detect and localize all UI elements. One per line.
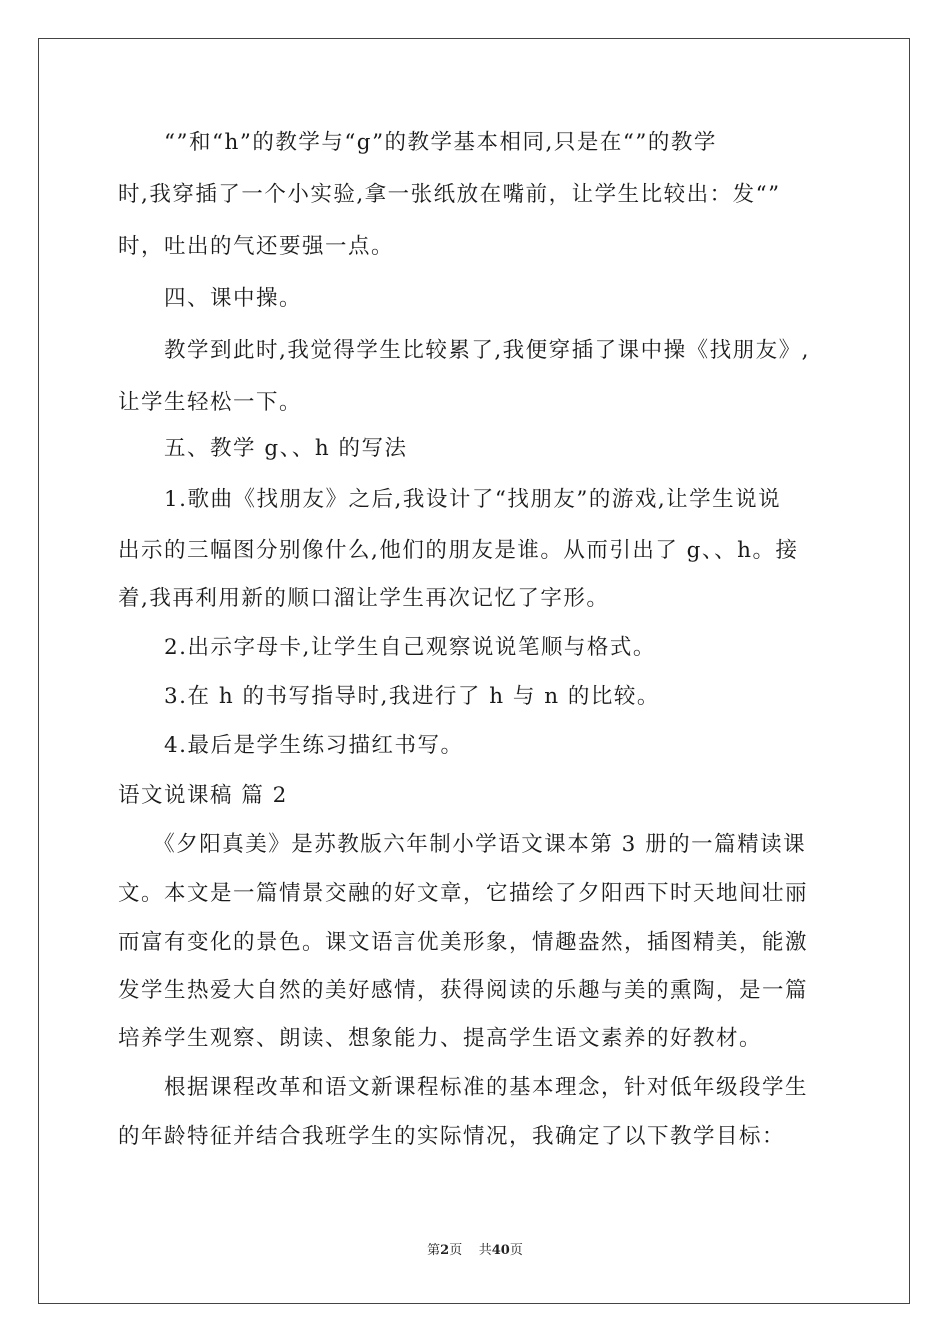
- text-line: 的年龄特征并结合我班学生的实际情况，我确定了以下教学目标：: [118, 1124, 786, 1149]
- text-line: 2.出示字母卡,让学生自己观察说说笔顺与格式。: [118, 635, 656, 660]
- text-line: 培养学生观察、朗读、想象能力、提高学生语文素养的好教材。: [118, 1026, 763, 1051]
- total-pages: 40: [491, 1243, 510, 1258]
- text-line: “”和“h”的教学与“g”的教学基本相同,只是在“”的教学: [118, 130, 717, 155]
- text-line: 根据课程改革和语文新课程标准的基本理念，针对低年级段学生: [118, 1075, 809, 1100]
- text-line: 时,我穿插了一个小实验,拿一张纸放在嘴前，让学生比较出：发“”: [118, 182, 781, 207]
- total-prefix: 共: [478, 1243, 492, 1258]
- text-line: 教学到此时,我觉得学生比较累了,我便穿插了课中操《找朋友》,: [118, 338, 811, 363]
- text-line: 发学生热爱大自然的美好感情，获得阅读的乐趣与美的熏陶，是一篇: [118, 978, 809, 1003]
- page-suffix: 页: [449, 1243, 463, 1258]
- text-line: 4.最后是学生练习描红书写。: [118, 733, 464, 758]
- section-title: 语文说课稿 篇 2: [118, 783, 288, 808]
- text-line: 文。本文是一篇情景交融的好文章，它描绘了夕阳西下时天地间壮丽: [118, 881, 809, 906]
- page-border: [38, 38, 910, 1304]
- page-prefix: 第: [427, 1243, 441, 1258]
- page-number: 2: [440, 1243, 450, 1258]
- total-suffix: 页: [509, 1243, 523, 1258]
- page-footer: [0, 1242, 950, 1260]
- section-heading: 四、课中操。: [118, 286, 303, 311]
- text-line: 出示的三幅图分别像什么,他们的朋友是谁。从而引出了 g、、h。接: [118, 538, 799, 563]
- section-heading: 五、教学 g、、h 的写法: [118, 436, 408, 461]
- text-line: 让学生轻松一下。: [118, 390, 303, 415]
- text-line: 3.在 h 的书写指导时,我进行了 h 与 n 的比较。: [118, 684, 660, 709]
- text-line: 《夕阳真美》是苏教版六年制小学语文课本第 3 册的一篇精读课: [118, 832, 807, 857]
- text-line: 时，吐出的气还要强一点。: [118, 234, 395, 259]
- text-line: 1.歌曲《找朋友》之后,我设计了“找朋友”的游戏,让学生说说: [118, 487, 782, 512]
- text-line: 着,我再利用新的顺口溜让学生再次记忆了字形。: [118, 586, 610, 611]
- text-line: 而富有变化的景色。课文语言优美形象，情趣盎然，插图精美，能激: [118, 930, 809, 955]
